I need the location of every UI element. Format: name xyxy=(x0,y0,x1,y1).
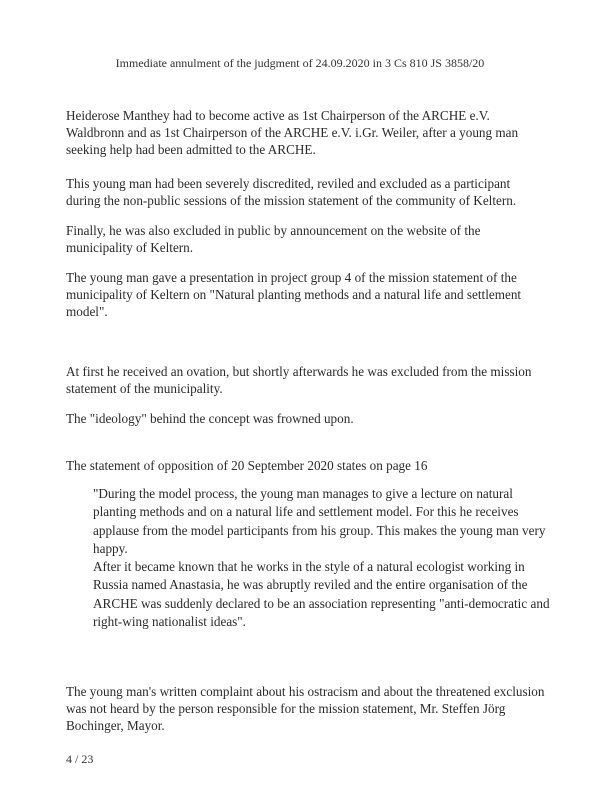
block-quote xyxy=(93,485,553,631)
quote-paragraph-lecture: "During the model process, the young man manages to give a lecture on natural planting methods and on a natural life and settlement model. For this he receives applause from the model participants from his group. This makes the young man very happy. xyxy=(93,486,546,556)
paragraph-excluded-public: Finally, he was also excluded in public by announcement on the website of the municipality of Keltern. xyxy=(66,223,481,256)
paragraph-presentation: The young man gave a presentation in project group 4 of the mission statement of the municipality of Keltern on "Natural planting methods and a natural life and settlement model". xyxy=(66,270,522,320)
paragraph-ovation: At first he received an ovation, but shortly afterwards he was excluded from the mission statement of the municipality. xyxy=(66,364,532,397)
paragraph-ideology: The "ideology" behind the concept was frowned upon. xyxy=(66,411,354,426)
quote-paragraph-reviled: After it became known that he works in the style of a natural ecologist working in Russia named Anastasia, he was abruptly reviled and the entire organisation of the ARCHE was suddenly declared to be an association representing "anti-democratic and right-wing nationalist ideas". xyxy=(93,559,550,630)
page-number: 4 / 23 xyxy=(66,752,94,766)
page-header-title: Immediate annulment of the judgment of 24.09.2020 in 3 Cs 810 JS 3858/20 xyxy=(115,56,485,70)
paragraph-statement-intro: The statement of opposition of 20 September 2020 states on page 16 xyxy=(66,458,428,473)
paragraph-chairperson: Heiderose Manthey had to become active as 1st Chairperson of the ARCHE e.V. Waldbronn and as 1st Chairperson of the ARCHE e.V. i.Gr. Weiler, after a young man seeking help had been admitted to the ARCHE. xyxy=(66,108,519,158)
paragraph-complaint: The young man's written complaint about his ostracism and about the threatened exclusion was not heard by the person responsible for the mission statement, Mr. Steffen Jörg Bochinger, Mayor. xyxy=(66,684,545,734)
paragraph-discredited: This young man had been severely discredited, reviled and excluded as a participant during the non-public sessions of the mission statement of the community of Keltern. xyxy=(66,176,517,209)
